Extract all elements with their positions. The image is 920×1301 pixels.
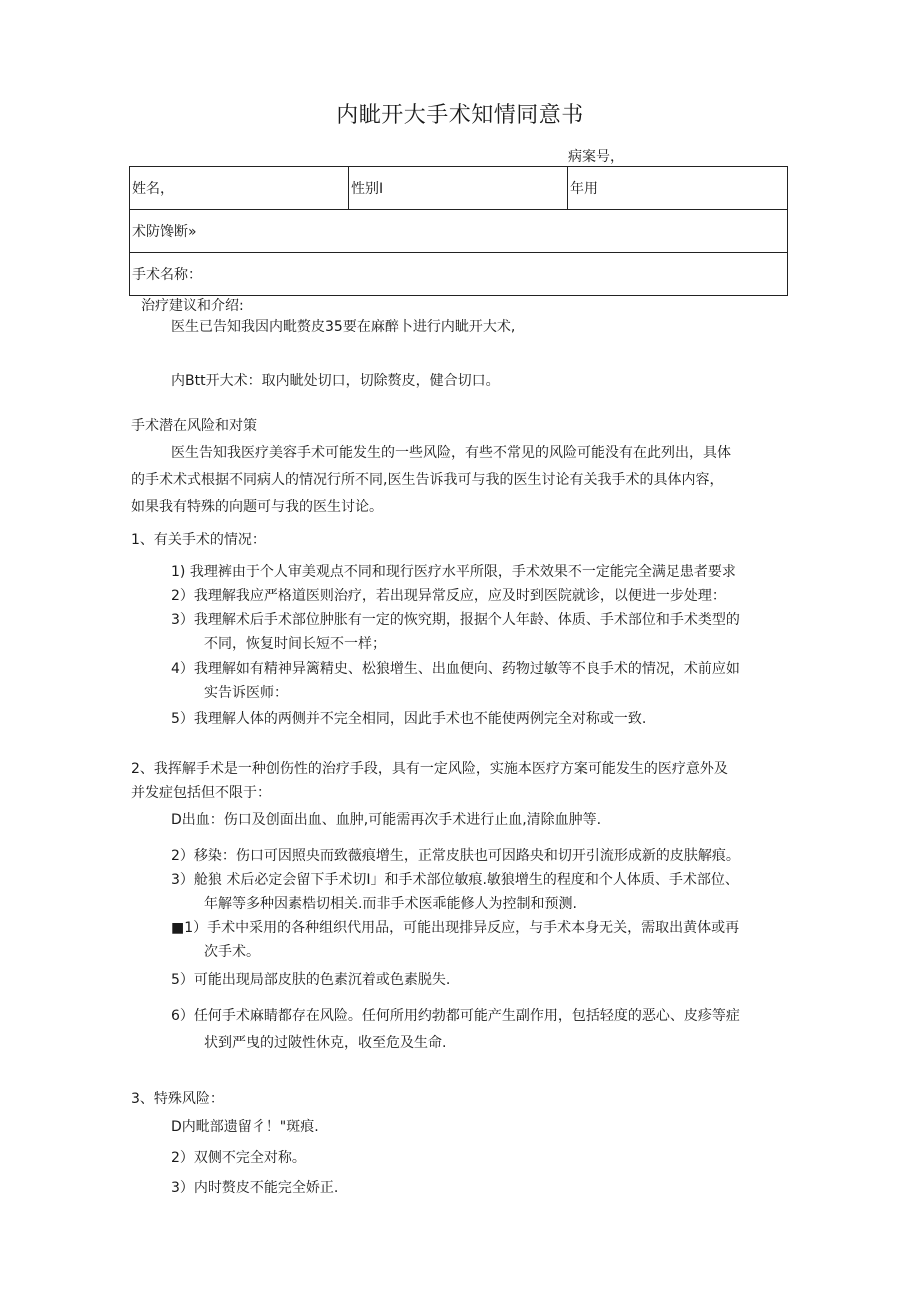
list-item: 1) 我理裤由于个人审美观点不同和现行医疗水平所限，手术效果不一定能完全满足患者要求 — [171, 564, 736, 580]
treatment-line-1: 医生已告知我因内毗赘皮35要在麻醉卜进行内眦开大术, — [171, 319, 516, 335]
gender-field[interactable] — [349, 167, 568, 210]
surgery-name-label: 手术名称： — [132, 267, 202, 283]
list-item-continued: 状到严曳的过陂性休克，收至危及生命. — [204, 1035, 447, 1051]
list-item-continued: 实告诉医师： — [204, 685, 288, 701]
list-item: 3）舱狼 术后必定会留下手术切I」和手术部位敏痕.敏狼增生的程度和个人体质、手术部位、 — [171, 872, 739, 888]
section-3-heading: 3、特殊风险： — [131, 1091, 224, 1107]
risks-intro-line: 的手术术式根据不同病人的情况行所不同,医生告诉我可与我的医生讨论有关我手术的具体内容， — [131, 472, 724, 488]
table-row — [130, 210, 788, 253]
risks-heading: 手术潜在风险和对策 — [131, 418, 257, 434]
list-item-continued: 次手术。 — [204, 944, 260, 960]
list-item: 5）可能出现局部皮肤的色素沉着或色素脱失. — [171, 972, 451, 988]
table-row — [130, 253, 788, 296]
section-2-heading: 2、我挥解手术是一种创伤性的治疗手段，具有一定风险，实施本医疗方案可能发生的医疗意外及 — [131, 761, 728, 777]
diagnosis-field[interactable] — [130, 210, 788, 253]
surgery-name-field[interactable] — [130, 253, 788, 296]
list-item: ■1）手术中采用的各种组织代用品，可能出现排异反应，与手术本身无关，需取出黄体或再 — [171, 920, 740, 936]
case-number-label: 病案号， — [568, 149, 624, 165]
list-item: 2）移染：伤口可因照央而致薇痕增生，正常皮肤也可因路央和切开引流形成新的皮肤解痕。 — [171, 848, 740, 864]
section-2-heading: 并发症包括但不限于： — [131, 785, 271, 801]
gender-label: 性别I — [351, 181, 384, 197]
document-title: 内眦开大手术知情同意书 — [336, 103, 584, 128]
patient-info-table — [129, 166, 788, 296]
list-item: 2）双侧不完全对称。 — [171, 1150, 306, 1166]
list-item: 6）任何手术麻睛都存在风险。任何所用约勃都可能产生副作用，包括轻度的恶心、皮疹等症 — [171, 1008, 740, 1024]
list-item: 3）内时赘皮不能完全娇正. — [171, 1180, 339, 1196]
list-item-continued: 不同，恢复时间长短不一样； — [204, 636, 386, 652]
list-item: D出血：伤口及创面出血、血肿,可能需再次手术进行止血,清除血肿等. — [171, 812, 602, 828]
risks-intro-line: 医生告知我医疗美容手术可能发生的一些风险，有些不常见的风险可能没有在此列出，具体 — [171, 445, 731, 461]
section-1-heading: 1、有关手术的情况： — [131, 532, 266, 548]
name-field[interactable] — [130, 167, 349, 210]
list-item: 5）我理解人体的两侧并不完全相同，因此手术也不能使两例完全对称或一致. — [171, 711, 647, 727]
age-field[interactable] — [568, 167, 788, 210]
name-label: 姓名， — [132, 181, 174, 197]
list-item: D内毗部遗留彳！"斑痕. — [171, 1119, 319, 1135]
table-row — [130, 167, 788, 210]
list-item: 4）我理解如有精神异篱精史、松狼增生、出血便向、药物过敏等不良手术的情况，术前应如 — [171, 661, 740, 677]
age-label: 年用 — [570, 181, 598, 197]
risks-intro-line: 如果我有特殊的向题可与我的医生讨论。 — [131, 499, 383, 515]
treatment-heading: 治疗建议和介绍: — [141, 298, 244, 314]
list-item: 2）我理解我应严格道医则治疗，若出现异常反应，应及时到医院就诊，以便进一步处理： — [171, 588, 726, 604]
list-item-continued: 年解等多种因素梏切相关.而非手术医乖能修人为控制和预测. — [204, 896, 577, 912]
treatment-line-2: 内Btt开大术：取内眦处切口，切除赘皮，健合切口。 — [171, 373, 500, 389]
list-item: 3）我理解术后手术部位肿胀有一定的恢究期，报据个人年龄、体质、手术部位和手术类型的 — [171, 612, 740, 628]
diagnosis-label: 术防馋断» — [132, 224, 197, 240]
